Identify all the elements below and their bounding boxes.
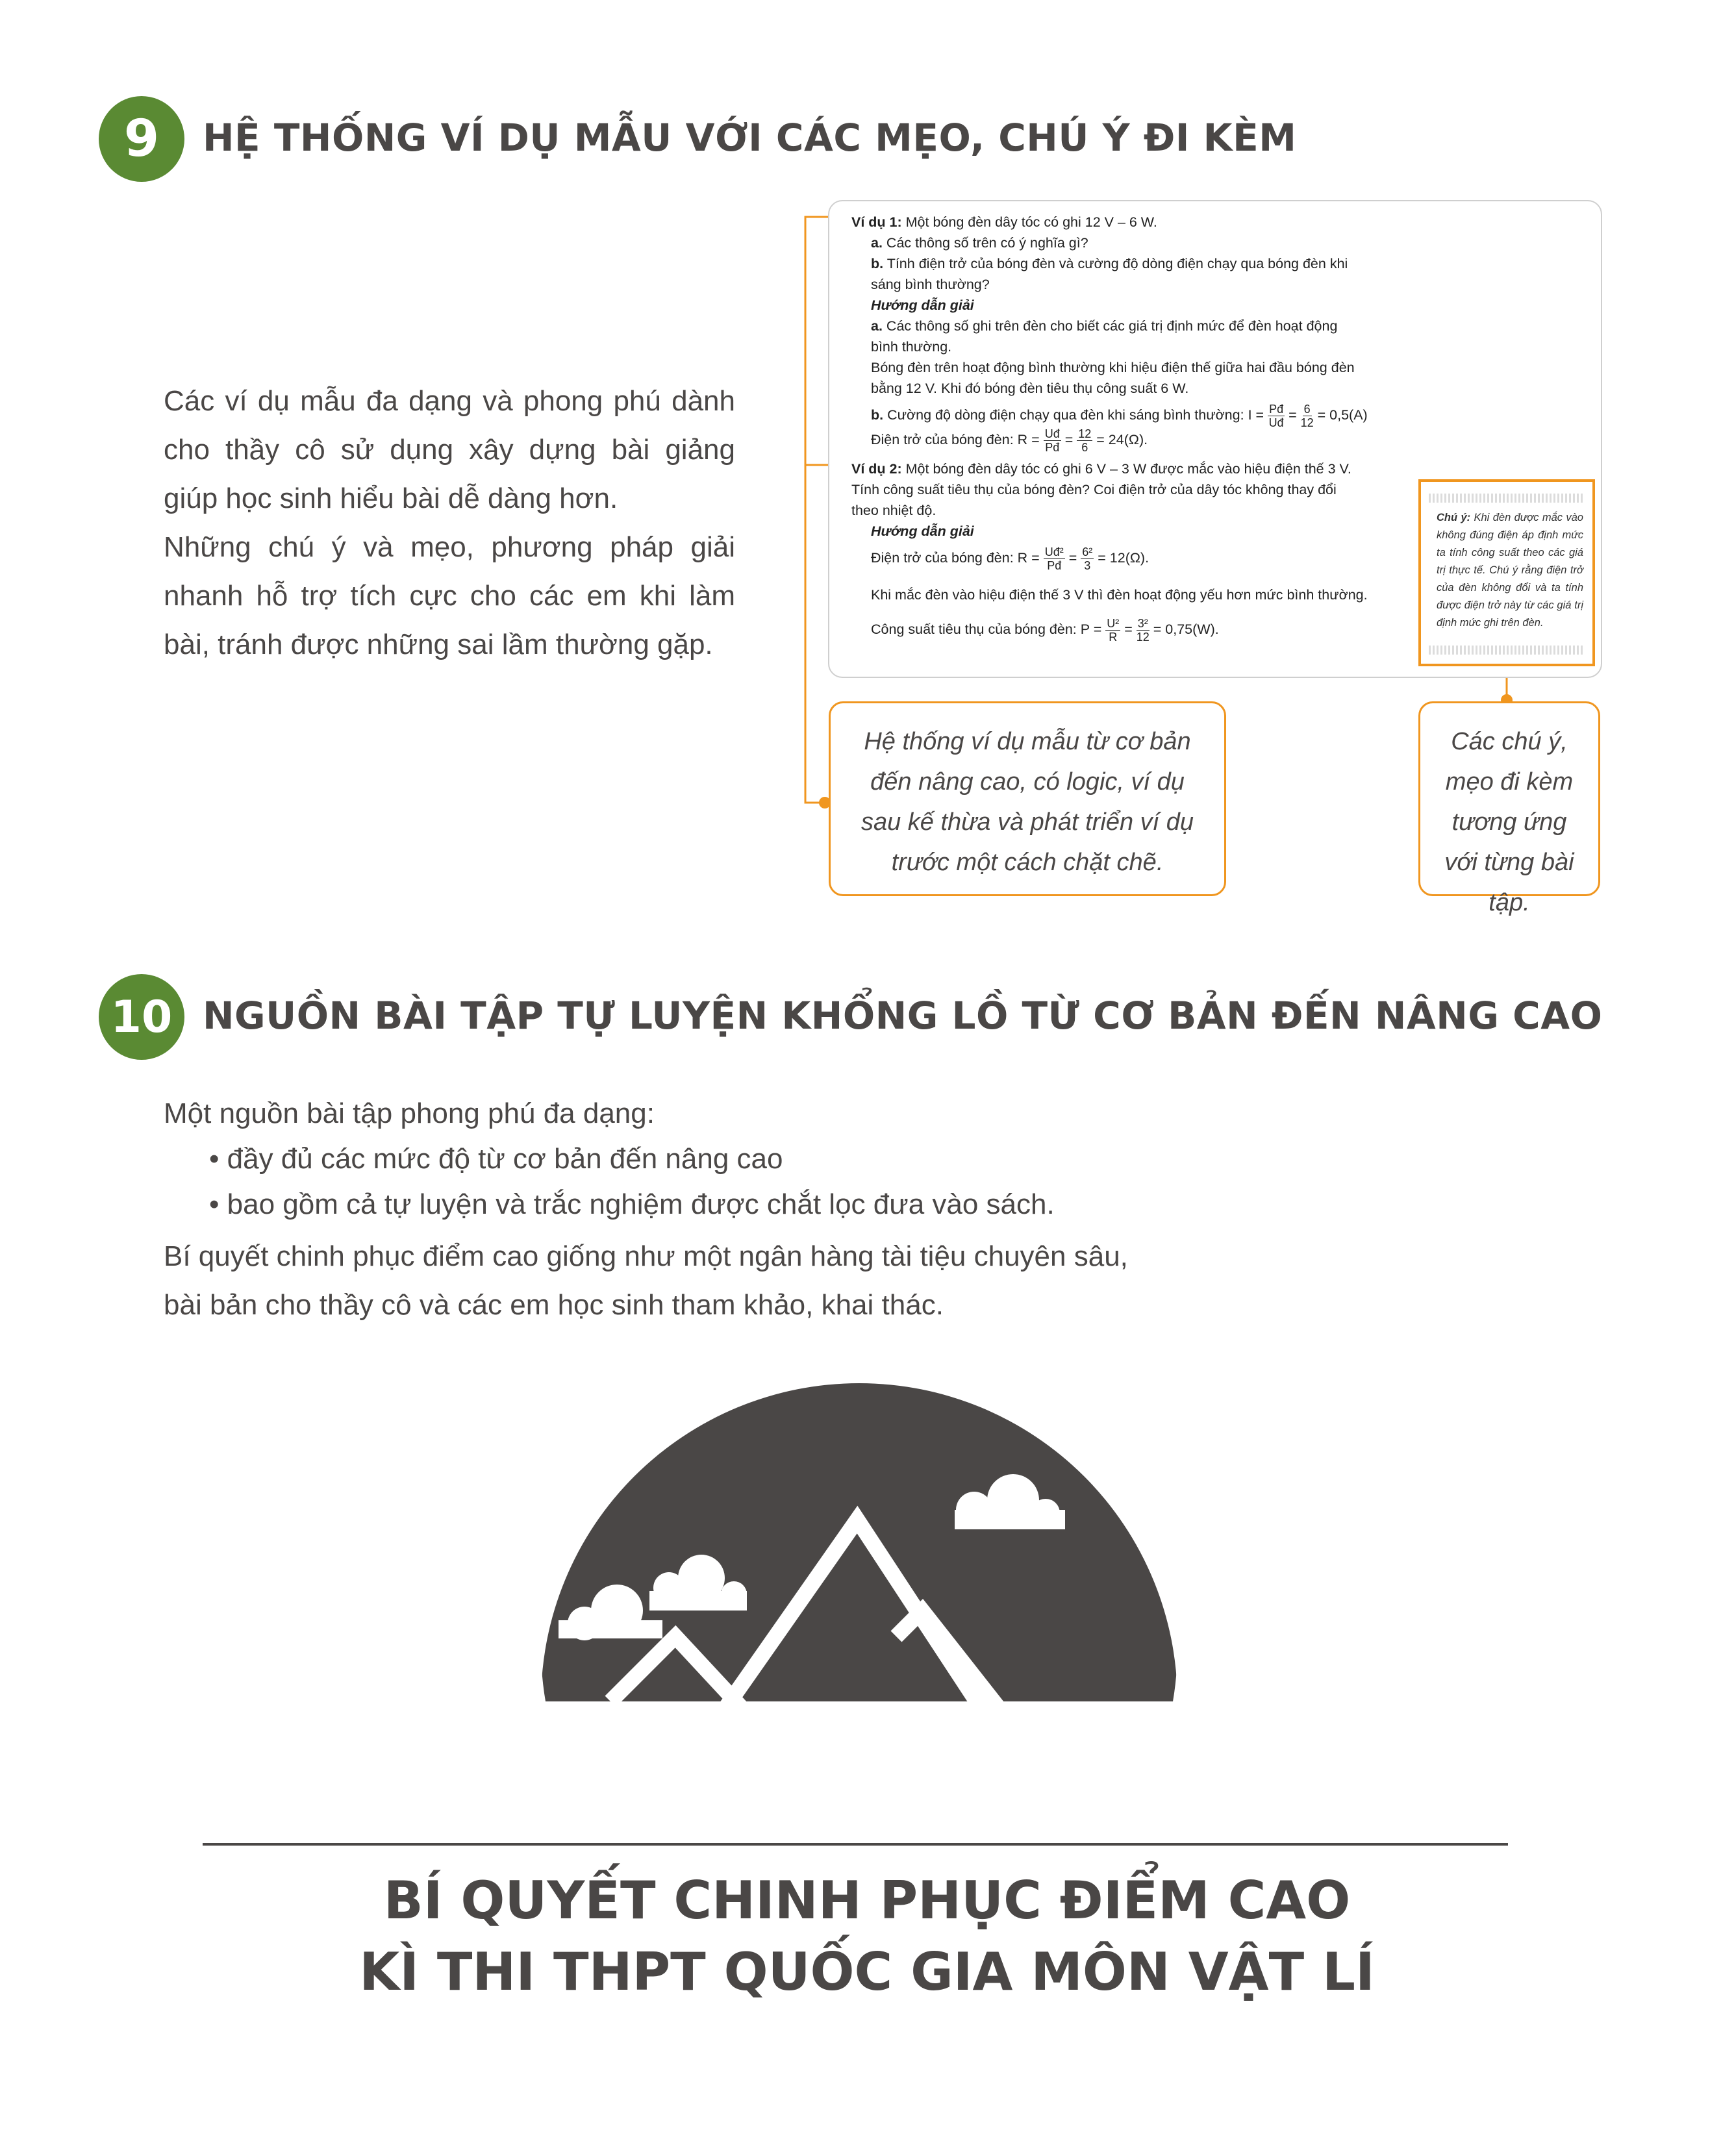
section-9-paragraph-2: Những chú ý và mẹo, phương pháp giải nhanh hỗ trợ tích cực cho các em khi làm bài, tránh được những sai lầm thường gặp.	[164, 531, 735, 660]
section-10-bullet-2: • bao gồm cả tự luyện và trắc nghiệm được chắt lọc đưa vào sách.	[209, 1188, 1055, 1220]
example-2-text-3: theo nhiệt độ.	[851, 503, 936, 518]
callout-right-text: Các chú ý, mẹo đi kèm tương ứng với từng bài tập.	[1444, 728, 1574, 916]
section-10-number: 10	[110, 991, 173, 1043]
section-10-line-2: bài bản cho thầy cô và các em học sinh tham khảo, khai thác.	[164, 1289, 944, 1321]
example-1-b-cont: sáng bình thường?	[871, 277, 990, 292]
solution-1-a: a. Các thông số ghi trên đèn cho biết các giá trị định mức để đèn hoạt động	[871, 318, 1338, 334]
callout-left-text: Hệ thống ví dụ mẫu từ cơ bản đến nâng cao, có logic, ví dụ sau kế thừa và phát triển ví dụ trước một cách chặt chẽ.	[861, 728, 1194, 876]
section-9-title: HỆ THỐNG VÍ DỤ MẪU VỚI CÁC MẸO, CHÚ Ý ĐI KÈM	[203, 116, 1297, 160]
solution-2-p: Công suất tiêu thụ của bóng đèn: P = $\frac{\text{U²}}{R}$ = $\frac{\text{3²}}{12}$ = 0,75(W).	[871, 617, 1219, 644]
solution-1-a-4: bằng 12 V. Khi đó bóng đèn tiêu thụ công suất 6 W.	[871, 381, 1189, 396]
section-10-title: NGUỒN BÀI TẬP TỰ LUYỆN KHỔNG LỒ TỪ CƠ BẢN ĐẾN NÂNG CAO	[203, 994, 1603, 1038]
example-2-text-2: Tính công suất tiêu thụ của bóng đèn? Coi điện trở của dây tóc không thay đổi	[851, 482, 1337, 497]
example-1-a: a. Các thông số trên có ý nghĩa gì?	[871, 235, 1088, 251]
mountain-illustration	[0, 1364, 1734, 1818]
guide-heading-2: Hướng dẫn giải	[871, 523, 974, 539]
example-1-b: b. Tính điện trở của bóng đèn và cường độ dòng điện chạy qua bóng đèn khi	[871, 256, 1348, 271]
footer-title-line-2: KÌ THI THPT QUỐC GIA MÔN VẬT LÍ	[359, 1942, 1375, 2002]
solution-2-r: Điện trở của bóng đèn: R = $\frac{\text{Uđ²}}{Pđ}$ = $\frac{\text{6²}}{3}$ = 12(Ω).	[871, 545, 1150, 572]
solution-1-r: Điện trở của bóng đèn: R = $\frac{Uđ}{Pđ}$ = $\frac{12}{6}$ = 24(Ω).	[871, 427, 1148, 454]
solution-2-text: Khi mắc đèn vào hiệu điện thế 3 V thì đèn hoạt động yếu hơn mức bình thường.	[871, 587, 1368, 603]
example-2-heading: Ví dụ 2: Một bóng đèn dây tóc có ghi 6 V – 3 W được mắc vào hiệu điện thế 3 V.	[851, 461, 1351, 477]
section-10-intro: Một nguồn bài tập phong phú đa dạng:	[164, 1097, 655, 1129]
tip-text: Chú ý: Khi đèn được mắc vào không đúng điện áp định mức ta tính công suất theo các giá trị thực tế. Chú ý rằng điện trở của đèn không đổi và ta tính được điện trở này từ các giá trị định mức ghi trên đèn.	[1437, 512, 1583, 629]
section-10-line-1: Bí quyết chinh phục điểm cao giống như một ngân hàng tài tiệu chuyên sâu,	[164, 1240, 1128, 1272]
solution-1-a-2: bình thường.	[871, 339, 952, 355]
footer-title-line-1: BÍ QUYẾT CHINH PHỤC ĐIỂM CAO	[383, 1870, 1351, 1931]
solution-1-b: b. Cường độ dòng điện chạy qua đèn khi sáng bình thường: I = $\frac{Pđ}{Uđ}$ = $\frac{6}{12}$ = 0,5(A)	[871, 403, 1368, 429]
section-9-number: 9	[123, 110, 160, 168]
section-10-badge	[99, 974, 184, 1060]
solution-1-a-3: Bóng đèn trên hoạt động bình thường khi hiệu điện thế giữa hai đầu bóng đèn	[871, 360, 1355, 375]
callout-left	[829, 701, 1226, 896]
example-1-heading: Ví dụ 1: Một bóng đèn dây tóc có ghi 12 V – 6 W.	[851, 214, 1157, 230]
footer-divider	[203, 1843, 1508, 1846]
guide-heading-1: Hướng dẫn giải	[871, 297, 974, 313]
section-9-paragraph-1: Các ví dụ mẫu đa dạng và phong phú dành cho thầy cô sử dụng xây dựng bài giảng giúp học sinh hiểu bài dễ dàng hơn.	[164, 385, 735, 514]
callout-right	[1418, 701, 1600, 916]
tip-box	[1418, 479, 1595, 666]
section-10-bullet-1: • đầy đủ các mức độ từ cơ bản đến nâng cao	[209, 1143, 783, 1175]
